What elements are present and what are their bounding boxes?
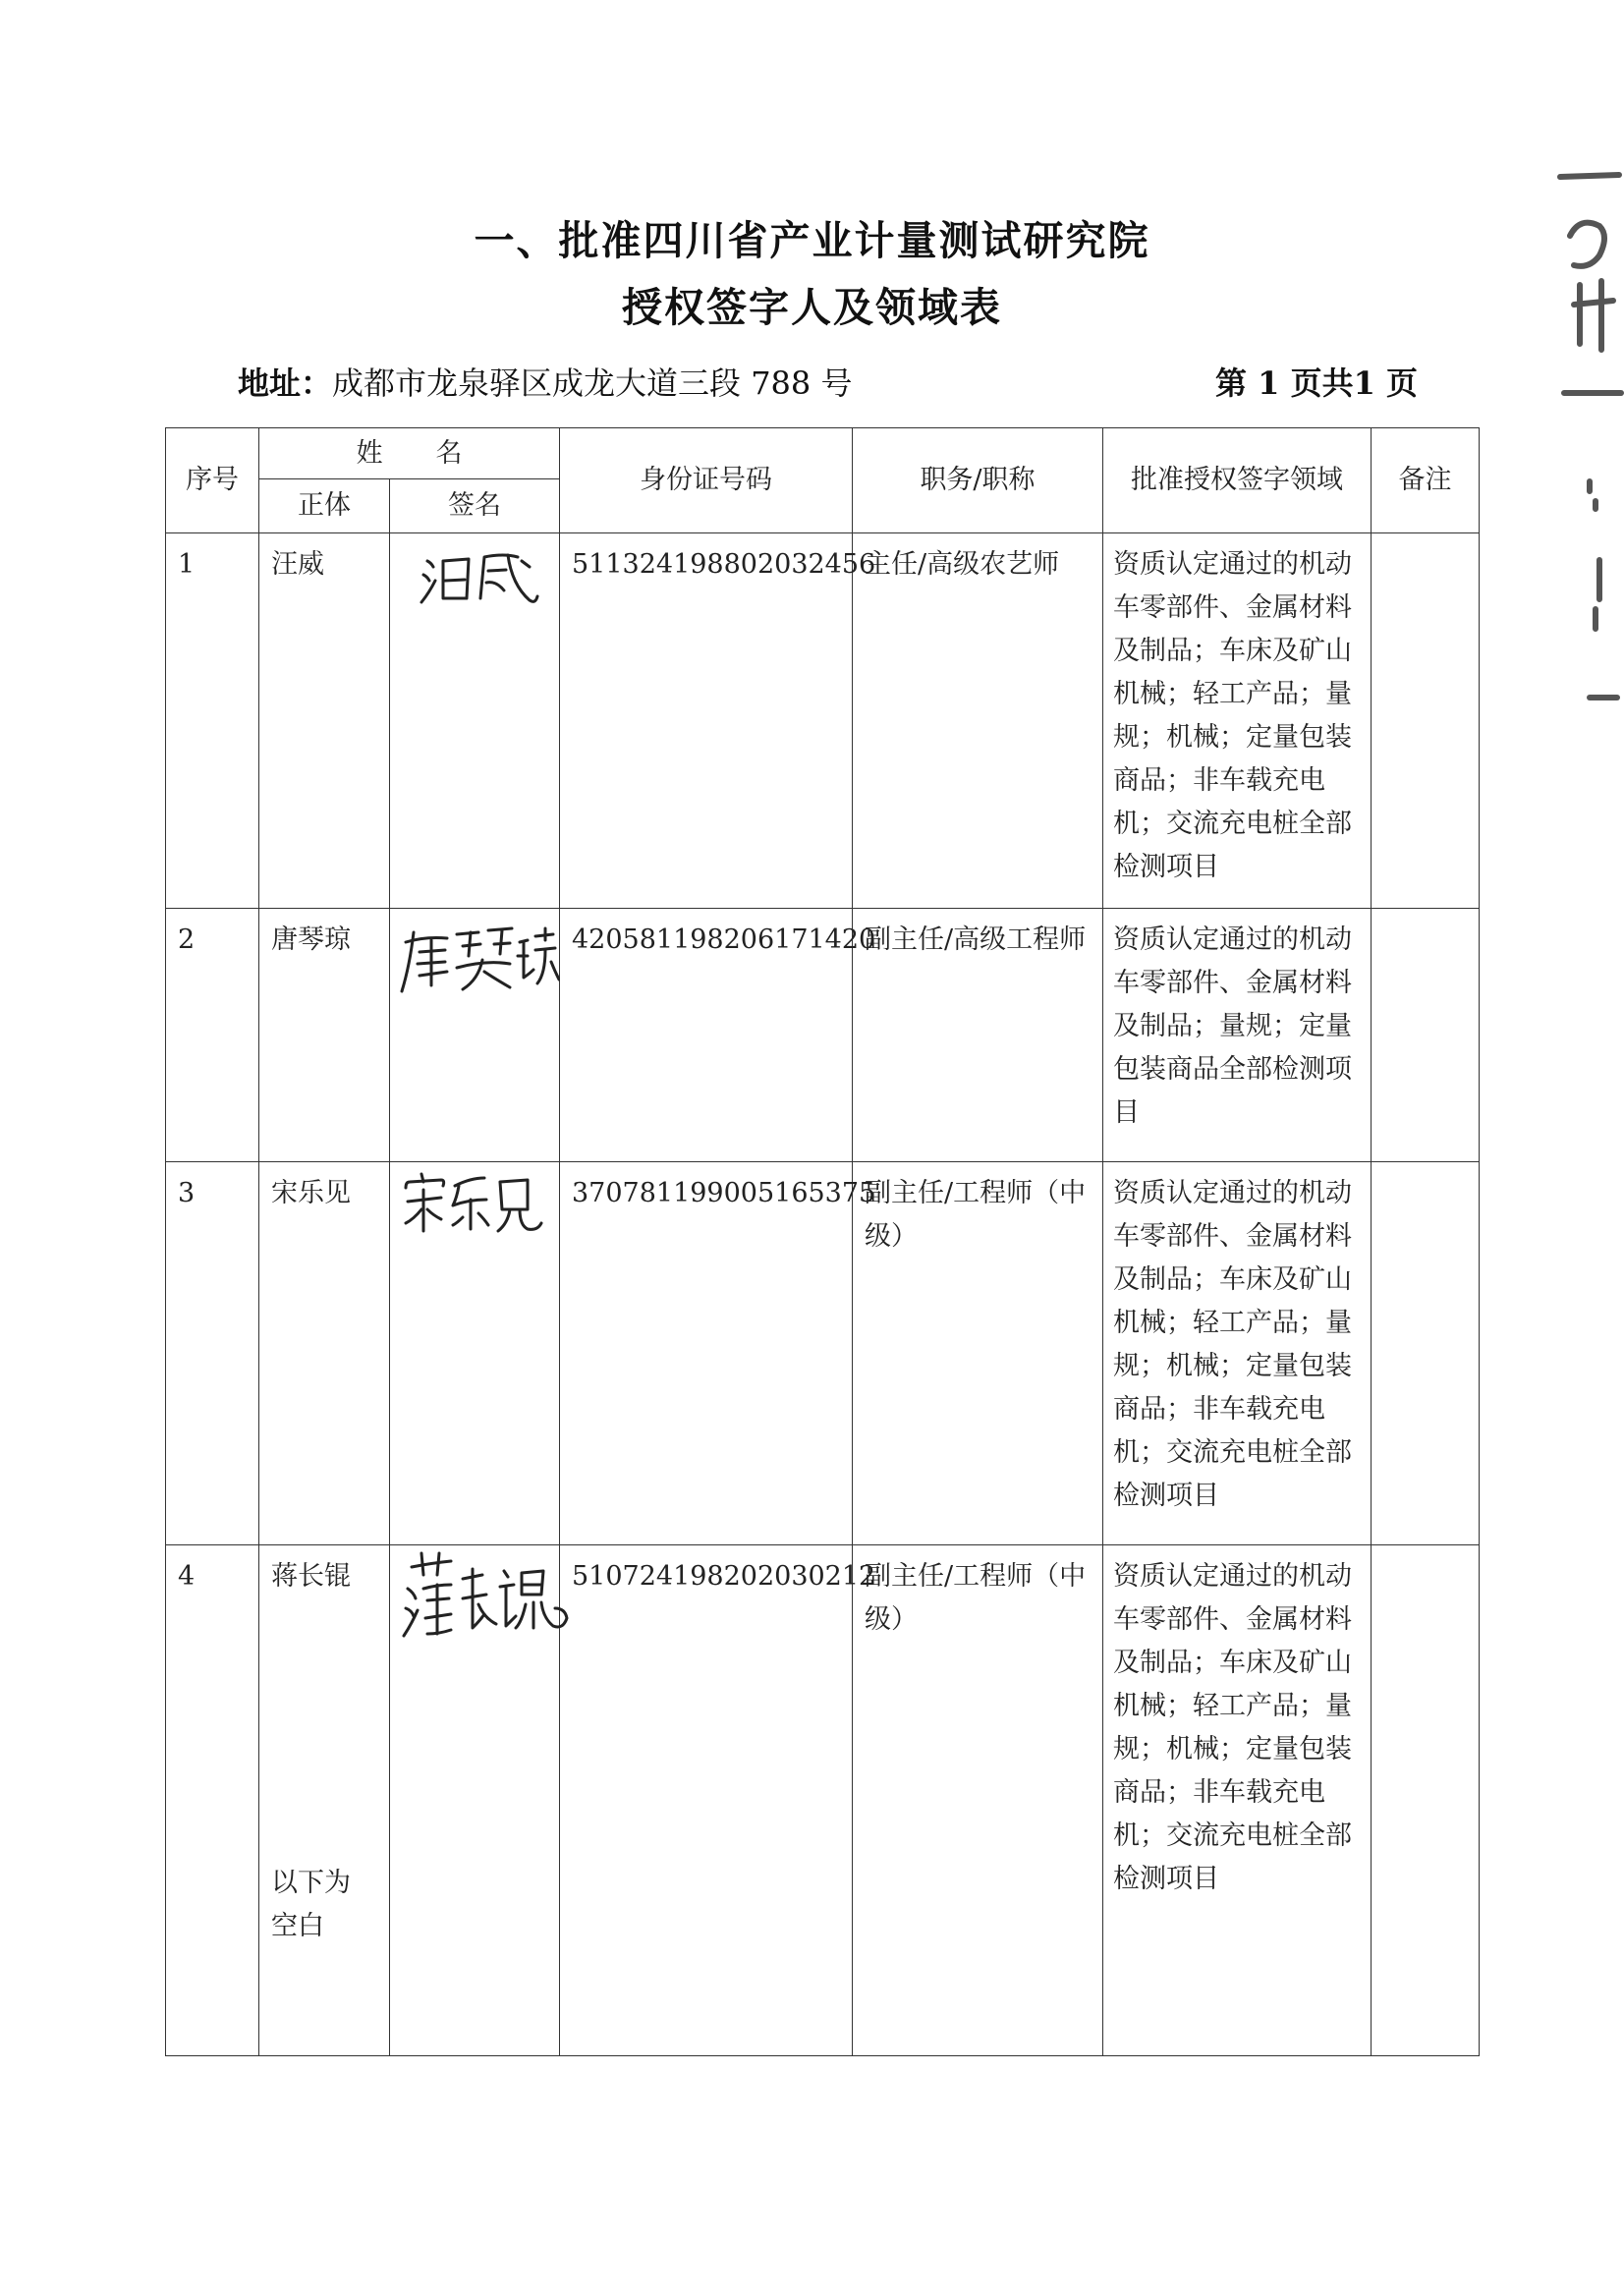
row-position: 主任/高级农艺师 (853, 533, 1103, 909)
row-name: 宋乐见 (259, 1162, 390, 1545)
row-seq: 3 (166, 1162, 259, 1545)
signatory-table (165, 427, 1480, 2056)
table-row (166, 533, 1480, 909)
page-info (1215, 359, 1418, 404)
table-row (166, 1545, 1480, 2056)
row-seq: 1 (166, 533, 259, 909)
row-scope: 资质认定通过的机动车零部件、金属材料及制品；车床及矿山机械；轻工产品；量规；机械；定量包装商品；非车载充电机；交流充电桩全部检测项目 (1103, 1162, 1372, 1545)
partial-seal-stamp (1550, 147, 1624, 737)
row-remarks (1372, 909, 1480, 1162)
row-position: 副主任/高级工程师 (853, 909, 1103, 1162)
row-name-text: 蒋长锟 (271, 1561, 351, 1592)
header-seq: 序号 (166, 428, 259, 533)
header-id-number: 身份证号码 (560, 428, 853, 533)
header-position: 职务/职称 (853, 428, 1103, 533)
row-seq: 4 (166, 1545, 259, 2056)
row-position: 副主任/工程师（中级） (853, 1545, 1103, 2056)
row-signature (390, 533, 560, 909)
header-name: 姓 名 (259, 428, 560, 479)
row-seq: 2 (166, 909, 259, 1162)
row-remarks (1372, 1162, 1480, 1545)
row-signature (390, 909, 560, 1162)
row-position: 副主任/工程师（中级） (853, 1162, 1103, 1545)
page-middle: 页共 (1290, 364, 1354, 402)
row-name: 汪威 (259, 533, 390, 909)
document-title-line2: 授权签字人及领域表 (622, 284, 1002, 331)
row-name: 唐琴琼 (259, 909, 390, 1162)
handwritten-signature-4 (398, 1549, 570, 1643)
document-title-line1: 一、批准四川省产业计量测试研究院 (474, 217, 1150, 264)
row-name (259, 1545, 390, 2056)
row-id-number: 511324198802032456 (560, 533, 853, 909)
row-id-number: 420581198206171420 (560, 909, 853, 1162)
page-suffix: 页 (1385, 364, 1418, 402)
header-printed-name: 正体 (259, 479, 390, 533)
address-line (238, 359, 852, 404)
row-scope: 资质认定通过的机动车零部件、金属材料及制品；量规；定量包装商品全部检测项目 (1103, 909, 1372, 1162)
table-row (166, 909, 1480, 1162)
header-signature: 签名 (390, 479, 560, 533)
header-remarks: 备注 (1372, 428, 1480, 533)
row-signature (390, 1545, 560, 2056)
table-row (166, 1162, 1480, 1545)
page-current: 1 (1258, 364, 1280, 402)
page-prefix: 第 (1215, 364, 1248, 402)
address-label: 地址： (238, 364, 333, 402)
header-scope: 批准授权签字领域 (1103, 428, 1372, 533)
row-scope: 资质认定通过的机动车零部件、金属材料及制品；车床及矿山机械；轻工产品；量规；机械；定量包装商品；非车载充电机；交流充电桩全部检测项目 (1103, 533, 1372, 909)
handwritten-signature-2 (398, 913, 560, 1001)
row-id-number: 510724198202030212 (560, 1545, 853, 2056)
handwritten-signature-3 (398, 1166, 550, 1235)
address-value: 成都市龙泉驿区成龙大道三段 788 号 (332, 364, 853, 402)
row-remarks (1372, 1545, 1480, 2056)
row-signature (390, 1162, 560, 1545)
row-scope: 资质认定通过的机动车零部件、金属材料及制品；车床及矿山机械；轻工产品；量规；机械；定量包装商品；非车载充电机；交流充电桩全部检测项目 (1103, 1545, 1372, 2056)
row-remarks (1372, 533, 1480, 909)
row-id-number: 370781199005165375 (560, 1162, 853, 1545)
page-total: 1 (1353, 364, 1375, 402)
blank-note: 以下为空白 (271, 1868, 351, 1941)
handwritten-signature-1 (398, 537, 545, 616)
